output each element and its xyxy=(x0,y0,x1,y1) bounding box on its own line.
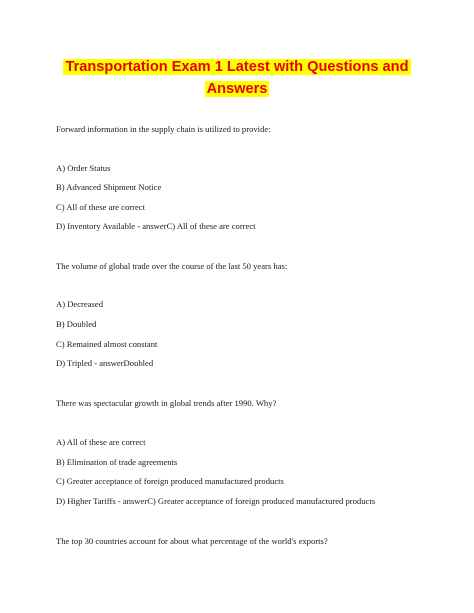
question-3-option-b: B) Elimination of trade agreements xyxy=(56,457,178,467)
question-2-option-d: D) Tripled - answerDoubled xyxy=(56,358,154,368)
question-2-option-b: B) Doubled xyxy=(56,319,97,329)
question-4-text: The top 30 countries account for about what percentage of the world's exports? xyxy=(56,536,328,546)
question-1-option-b: B) Advanced Shipment Notice xyxy=(56,182,162,192)
question-2-text: The volume of global trade over the course of the last 50 years has: xyxy=(56,261,288,271)
question-2-option-a: A) Decreased xyxy=(56,299,103,309)
question-1-option-a: A) Order Status xyxy=(56,163,111,173)
question-3-text: There was spectacular growth in global trends after 1990. Why? xyxy=(56,398,277,408)
question-2-option-c: C) Remained almost constant xyxy=(56,339,158,349)
question-1-option-d: D) Inventory Available - answerC) All of these are correct xyxy=(56,221,256,231)
title-line-2: Answers xyxy=(206,81,268,97)
question-3-option-a: A) All of these are correct xyxy=(56,437,146,447)
document-title xyxy=(0,56,474,100)
question-1-option-c: C) All of these are correct xyxy=(56,202,146,212)
question-3-option-d: D) Higher Tariffs - answerC) Greater acceptance of foreign produced manufactured products xyxy=(56,496,376,506)
title-line-1: Transportation Exam 1 Latest with Questions and xyxy=(65,59,409,75)
question-1-text: Forward information in the supply chain is utilized to provide: xyxy=(56,124,271,134)
question-3-option-c: C) Greater acceptance of foreign produced manufactured products xyxy=(56,476,284,486)
